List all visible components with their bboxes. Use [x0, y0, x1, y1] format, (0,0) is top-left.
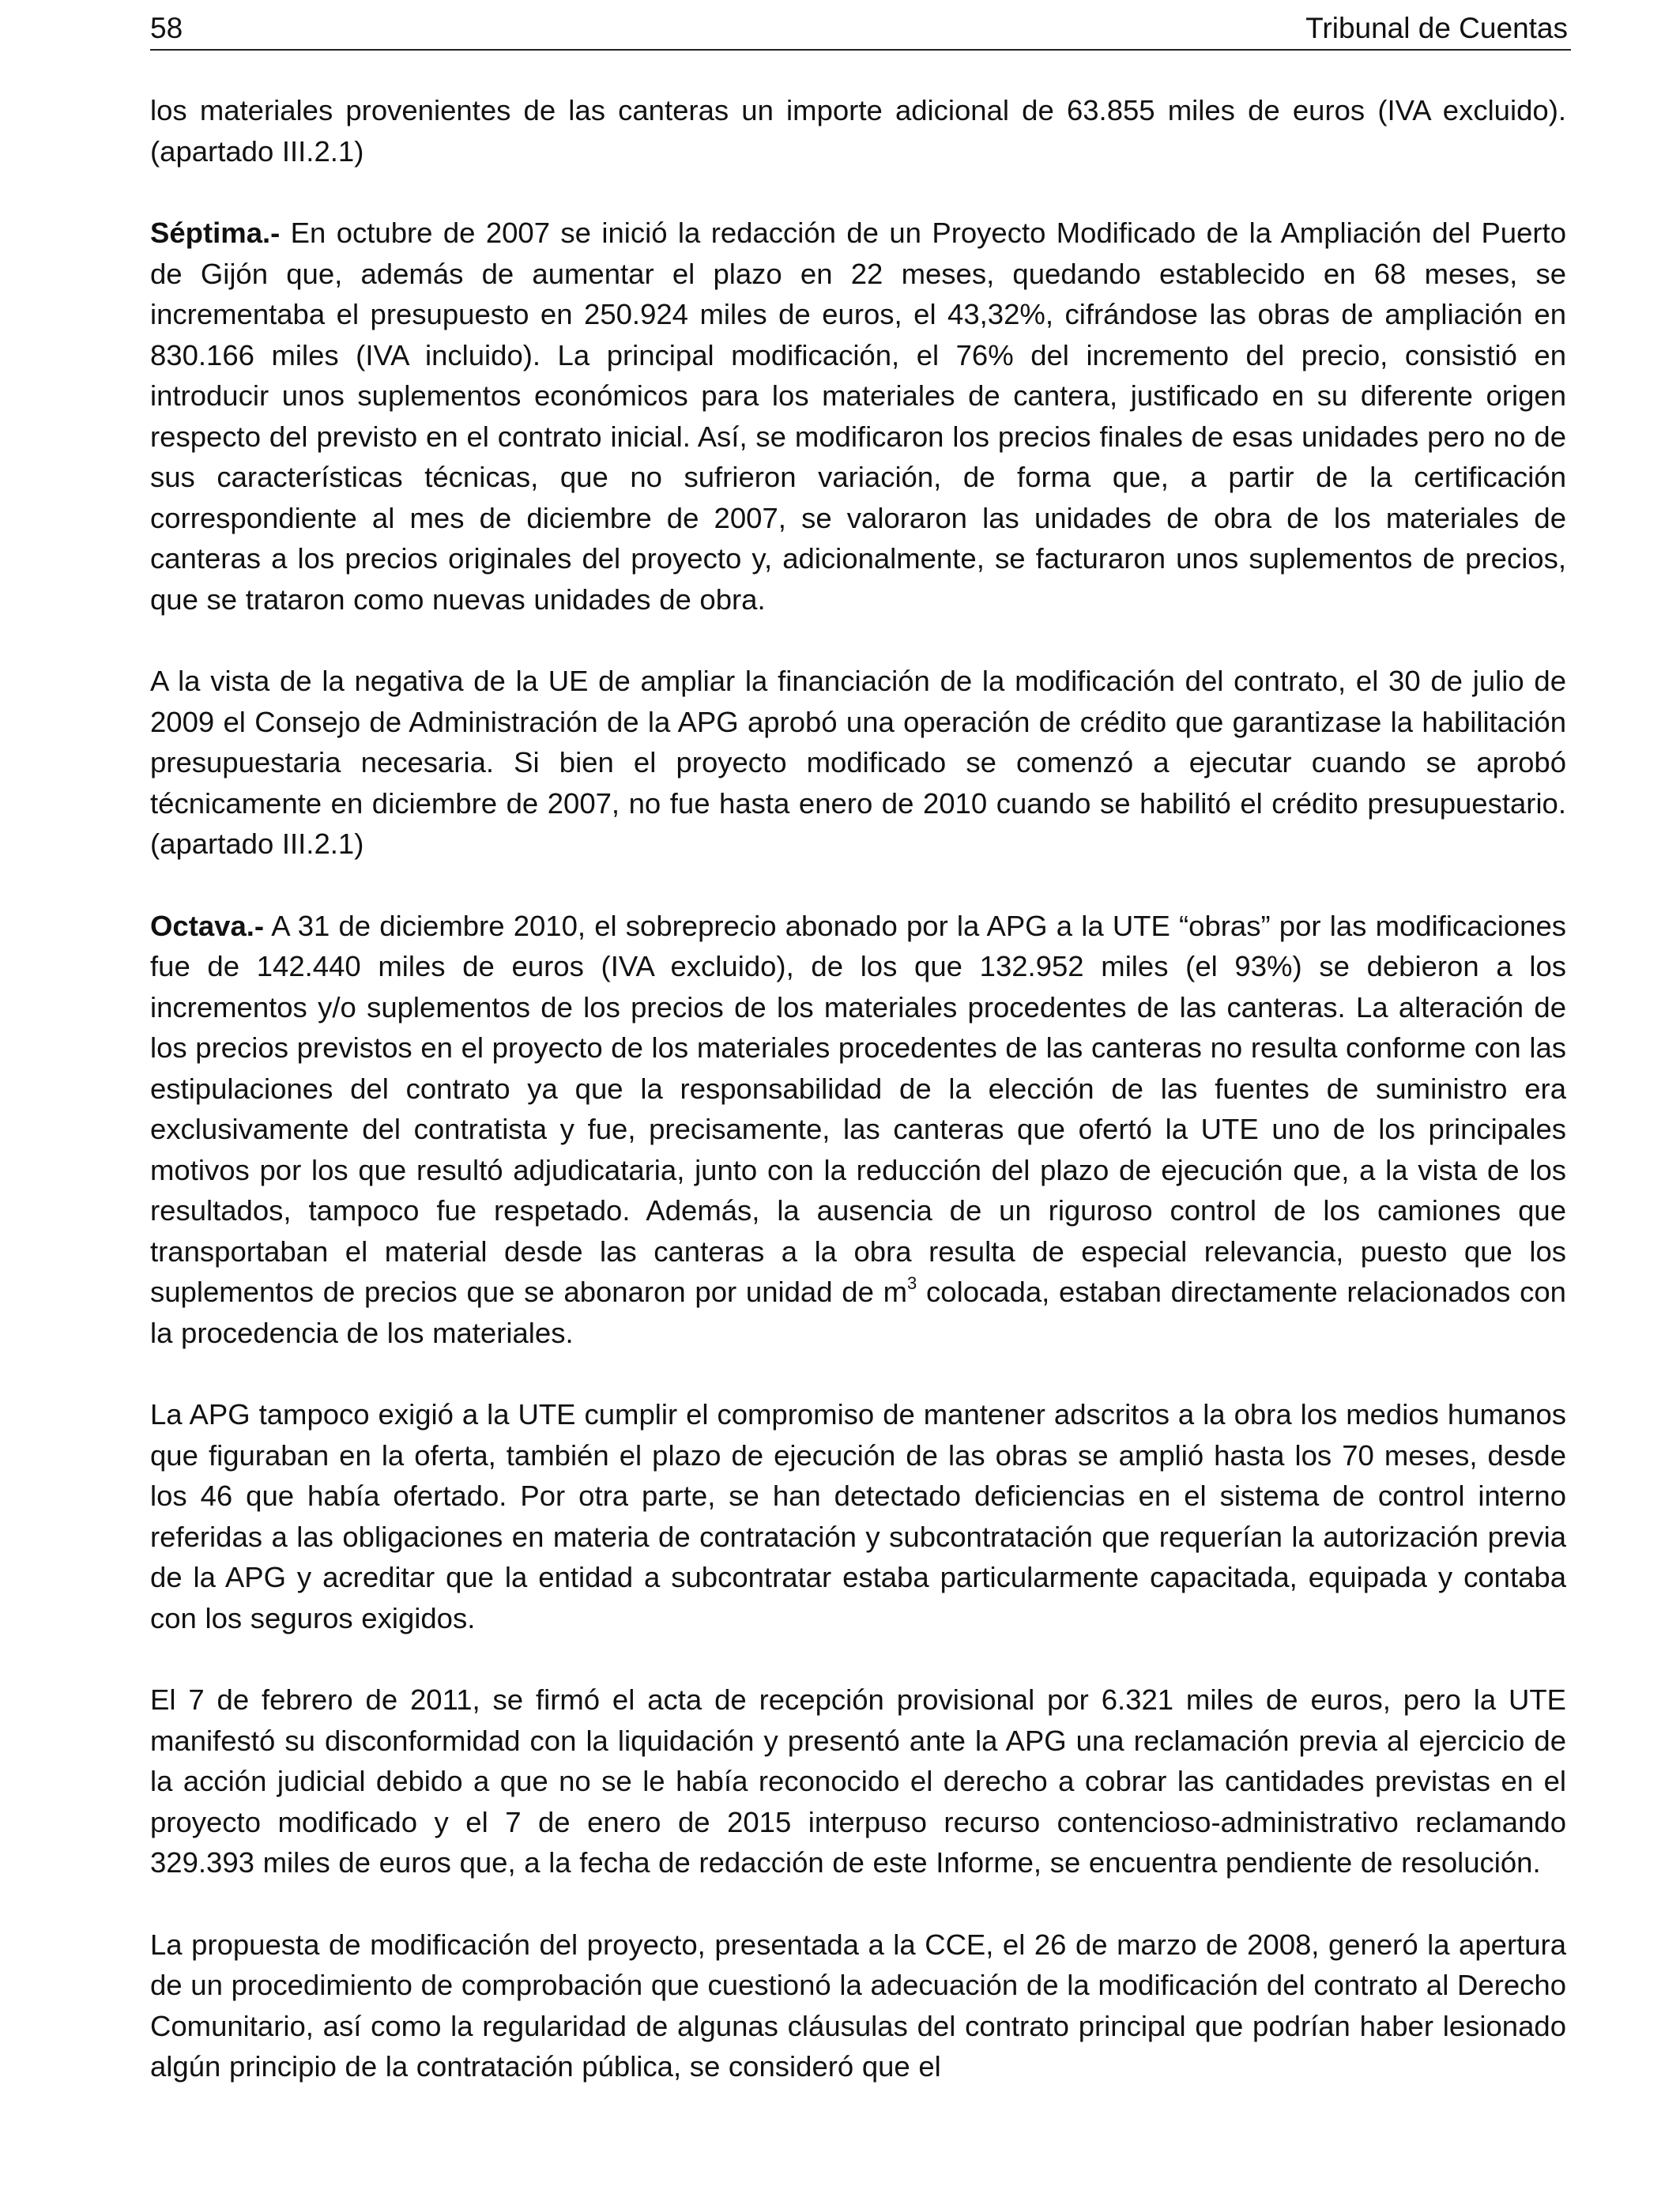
section-heading-octava: Octava.- — [150, 909, 265, 942]
paragraph-apg-obligations — [150, 1394, 1566, 1638]
paragraph-text: A la vista de la negativa de la UE de ampliar la financiación de la modificación del contrato, el 30 de julio de 2009 el Consejo de Administración de la APG aprobó una operación de crédito que garantizase la habilitación presupuestaria necesaria. Si bien el proyecto modificado se comenzó a ejecutar cuando se aprobó técnicamente en diciembre de 2007, no fue hasta enero de 2010 cuando se habilitó el crédito presupuestario. (apartado III.2.1) — [150, 665, 1566, 860]
paragraph-cce-proposal — [150, 1924, 1566, 2087]
paragraph-reception-act — [150, 1679, 1566, 1883]
superscript-exponent: 3 — [907, 1273, 917, 1293]
paragraph-financing — [150, 661, 1566, 865]
page-header — [150, 6, 1571, 51]
paragraph-text: El 7 de febrero de 2011, se firmó el acta de recepción provisional por 6.321 miles de euros, pero la UTE manifestó su disconformidad con la liquidación y presentó ante la APG una reclamación previa al ejercicio de la acción judicial debido a que no se le había reconocido el derecho a cobrar las cantidades previstas en el proyecto modificado y el 7 de enero de 2015 interpuso recurso contencioso-administrativo reclamando 329.393 miles de euros que, a la fecha de redacción de este Informe, se encuentra pendiente de resolución. — [150, 1683, 1566, 1879]
paragraph-text: A 31 de diciembre 2010, el sobreprecio abonado por la APG a la UTE “obras” por las modificaciones fue de 142.440 miles de euros (IVA excluido), de los que 132.952 miles (el 93%) se debieron a los incrementos y/o suplementos de los precios de los materiales procedentes de las canteras. La alteración de los precios previstos en el proyecto de los materiales procedentes de las canteras no resulta conforme con las estipulaciones del contrato ya que la responsabilidad de la elección de las fuentes de suministro era exclusivamente del contratista y fue, precisamente, las canteras que ofertó la UTE uno de los principales motivos por los que resultó adjudicataria, junto con la reducción del plazo de ejecución que, a la vista de los resultados, tampoco fue respetado. Además, la ausencia de un riguroso control de los camiones que transportaban el material desde las canteras a la obra resulta de especial relevancia, puesto que los suplementos de precios que se abonaron por unidad de m — [150, 909, 1566, 1308]
paragraph-text: La APG tampoco exigió a la UTE cumplir el compromiso de mantener adscritos a la obra los medios humanos que figuraban en la oferta, también el plazo de ejecución de las obras se amplió hasta los 70 meses, desde los 46 que había ofertado. Por otra parte, se han detectado deficiencias en el sistema de control interno referidas a las obligaciones en materia de contratación y subcontratación que requerían la autorización previa de la APG y acreditar que la entidad a subcontratar estaba particularmente capacitada, equipada y contaba con los seguros exigidos. — [150, 1398, 1566, 1634]
paragraph-continuation — [150, 90, 1566, 172]
document-body — [150, 90, 1566, 2128]
paragraph-octava — [150, 906, 1566, 1354]
paragraph-septima — [150, 213, 1566, 620]
paragraph-text: los materiales provenientes de las canteras un importe adicional de 63.855 miles de euros (IVA excluido). (apartado III.2.1) — [150, 94, 1566, 168]
paragraph-text: colocada, estaban directamente relacionados con la procedencia de los materiales. — [150, 1276, 1566, 1349]
running-title: Tribunal de Cuentas — [1305, 12, 1568, 44]
page-number: 58 — [150, 12, 183, 44]
paragraph-text: En octubre de 2007 se inició la redacción de un Proyecto Modificado de la Ampliación del Puerto de Gijón que, además de aumentar el plazo en 22 meses, quedando establecido en 68 meses, se incrementaba el presupuesto en 250.924 miles de euros, el 43,32%, cifrándose las obras de ampliación en 830.166 miles (IVA incluido). La principal modificación, el 76% del incremento del precio, consistió en introducir unos suplementos económicos para los materiales de cantera, justificado en su diferente origen respecto del previsto en el contrato inicial. Así, se modificaron los precios finales de esas unidades pero no de sus características técnicas, que no sufrieron variación, de forma que, a partir de la certificación correspondiente al mes de diciembre de 2007, se valoraron las unidades de obra de los materiales de canteras a los precios originales del proyecto y, adicionalmente, se facturaron unos suplementos de precios, que se trataron como nuevas unidades de obra. — [150, 217, 1566, 616]
paragraph-text: La propuesta de modificación del proyecto, presentada a la CCE, el 26 de marzo de 2008, generó la apertura de un procedimiento de comprobación que cuestionó la adecuación de la modificación del contrato al Derecho Comunitario, así como la regularidad de algunas cláusulas del contrato principal que podrían haber lesionado algún principio de la contratación pública, se consideró que el — [150, 1928, 1566, 2083]
section-heading-septima: Séptima.- — [150, 217, 281, 249]
